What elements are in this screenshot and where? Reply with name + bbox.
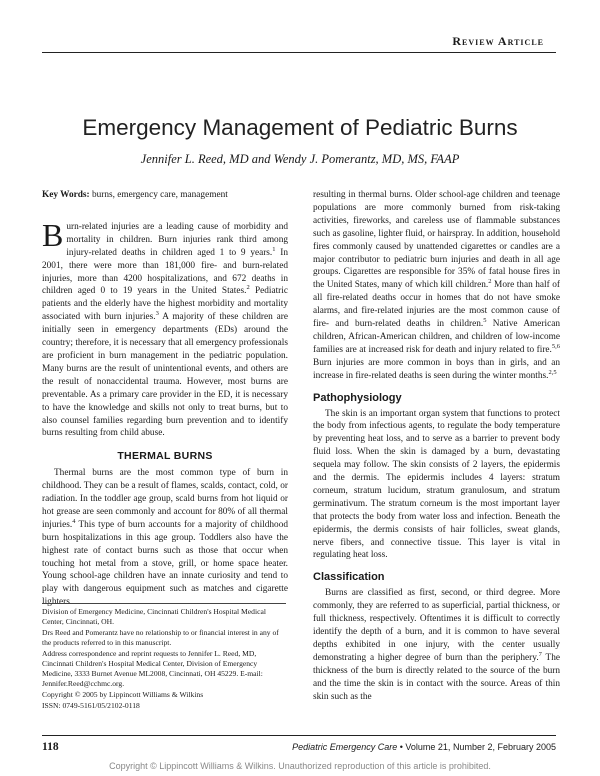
- thermal-burns-heading: THERMAL BURNS: [117, 450, 213, 463]
- journal-name: Pediatric Emergency Care: [292, 742, 398, 752]
- intro-text-2: In 2001, there were more than 181,000 fire- and burn-related injuries, more than 4200 hospitalizations, and 672 deaths in children aged 0 to 19 years in the United States.: [42, 247, 288, 297]
- cont-text-1: resulting in thermal burns. Older school-age children and teenage populations are more commonly burned from risk-taking activities, fireworks, and careless use of flammable substances such as gasoline, lighter fluid, or hairspray. In addition, household fires commonly caused by unattended cigarettes or candles are a major contributor to pediatric burn injuries and death in all age groups. Cigarettes are responsible for 35% of fatal house fires in the United States, many of which kill children.: [313, 190, 560, 291]
- reference: 4: [72, 517, 76, 525]
- footnote-issn: ISSN: 0749-5161/05/2102-0118: [42, 701, 140, 710]
- copyright-notice: Copyright © Lippincott Williams & Wilkins. Unauthorized reproduction of this article is prohibited.: [109, 761, 491, 771]
- cont-text-4: Burn injuries are more common in boys than in girls, and an increase in fire-related deaths is seen during the winter months.: [313, 357, 560, 381]
- reference: 2: [488, 278, 492, 286]
- intro-text-3: Pediatric patients and the elderly have the highest morbidity and mortality associated with burn injuries.: [42, 286, 288, 323]
- class-text-1: Burns are classified as first, second, or third degree. More commonly, they are referred to as superficial, partial thickness, or full thickness, respectively. Oftentimes it is difficult to correctly identify the depth of a burn, and it is common to have several depths exhibited in one injury, with the center usually demonstrating a higher degree of burn than the periphery.: [313, 588, 560, 663]
- footnote-affiliation: Division of Emergency Medicine, Cincinnati Children's Hospital Medical Center, Cincinnati, OH.: [42, 607, 266, 626]
- pathophysiology-paragraph: The skin is an important organ system that functions to protect the body from infectious agents, to regulate the body temperature by preventing heat loss, and to serve as a barrier to prevent body fluid loss. When the skin is damaged by a burn, devastating sequela may follow. The skin consists of 2 layers, the epidermis and the dermis. The epidermis includes 4 layers: stratum corneum, stratum lucidum, stratum granulosum, and stratum germinativum. The stratum corneum is the most important layer that protects the body from water loss and infection. Beneath the epidermis, the dermis consists of hair follicles, sweat glands, nerve fibers, and connective tissue. This layer is vital in regulating heat loss.: [313, 408, 560, 561]
- citation-bullet: •: [399, 742, 403, 752]
- thermal-text-2: This type of burn accounts for a majority of childhood burn hospitalizations in this age group. Toddlers also have the highest rate of contact burns such as those that occur when touching hot metal from a stove, grill, or home space heater. Young school-age children have an innate curiosity and tend to play with dangerous equipment such as matches and cigarette lighters: [42, 519, 288, 608]
- drop-cap: B: [42, 216, 64, 253]
- reference: 5: [483, 316, 487, 324]
- footnote-disclosure: Drs Reed and Pomerantz have no relationship to or financial interest in any of the products referred to in this manuscript.: [42, 628, 279, 647]
- reference: 5,6: [551, 342, 560, 350]
- header-divider: [42, 52, 556, 53]
- journal-issue: Volume 21, Number 2, February 2005: [405, 742, 556, 752]
- reference: 2: [246, 284, 250, 292]
- left-column: [42, 189, 288, 609]
- keywords-value: burns, emergency care, management: [91, 190, 228, 200]
- cont-text-3: Native American children, African-American children, and children of low-income families are at increased risk for death and injury related to fire.: [313, 319, 560, 355]
- reference: 3: [155, 310, 159, 318]
- intro-text-1: urn-related injuries are a leading cause of morbidity and mortality in children. Burn injuries rank third among injury-related deaths in children aged 1 to 9 years.: [66, 221, 288, 258]
- footnotes: [42, 603, 286, 712]
- intro-paragraph: [42, 216, 288, 440]
- reference: 7: [538, 650, 542, 658]
- reference: 1: [272, 245, 276, 253]
- thermal-paragraph: [42, 467, 288, 609]
- journal-citation: [292, 742, 556, 752]
- footnote-address: Address correspondence and reprint requests to Jennifer L. Reed, MD, Cincinnati Children's Hospital Medical Center, Division of Emergency Medicine, 3333 Burnet Avenue ML2008, Cincinnati, OH 45229. E-mail: Jennifer.Reed@cchmc.org.: [42, 649, 263, 688]
- article-title: Emergency Management of Pediatric Burns: [82, 115, 518, 140]
- footnote-copyright: Copyright © 2005 by Lippincott Williams & Wilkins: [42, 690, 204, 699]
- thermal-text-1: Thermal burns are the most common type of burn in childhood. They can be a result of flames, scalds, contact, cold, or radiation. In the toddler age group, scald burns from hot liquid or hot grease are seen commonly and account for 80% of all thermal injuries.: [42, 468, 288, 530]
- right-column: [313, 189, 560, 703]
- reference: 2,5: [548, 368, 557, 376]
- intro-text-4: A majority of these children are initially seen in emergency departments (EDs) around the country; therefore, it is necessary that all emergency professionals are proficient in burn management in the pediatric population. Many burns are the result of unintentional events, and others are the result of nonaccidental trauma. However, most burns are preventable. As a primary care provider in the ED, it is necessary to have the knowledge and skills not only to treat burns, but to also counsel families regarding burn prevention and to identify burns resulting from child abuse.: [42, 312, 288, 439]
- continued-paragraph: [313, 189, 560, 383]
- keywords-label: Key Words:: [42, 190, 90, 200]
- pathophysiology-heading: Pathophysiology: [313, 391, 402, 404]
- keywords: [42, 189, 288, 202]
- cont-text-2: More than half of all fire-related deaths occur in homes that do not have smoke alarms, and fire-related injuries are the most common cause of fire- and burn-related deaths in children.: [313, 280, 561, 330]
- footer-divider: [42, 735, 556, 736]
- classification-paragraph: [313, 587, 560, 703]
- page-number: 118: [42, 741, 59, 753]
- classification-heading: Classification: [313, 571, 385, 584]
- section-label: Review Article: [452, 34, 544, 48]
- class-text-2: The thickness of the burn is directly related to the source of the burn and the time the skin is in contact with the source. Areas of thin skin such as the: [313, 652, 560, 702]
- article-authors: Jennifer L. Reed, MD and Wendy J. Pomerantz, MD, MS, FAAP: [140, 152, 460, 166]
